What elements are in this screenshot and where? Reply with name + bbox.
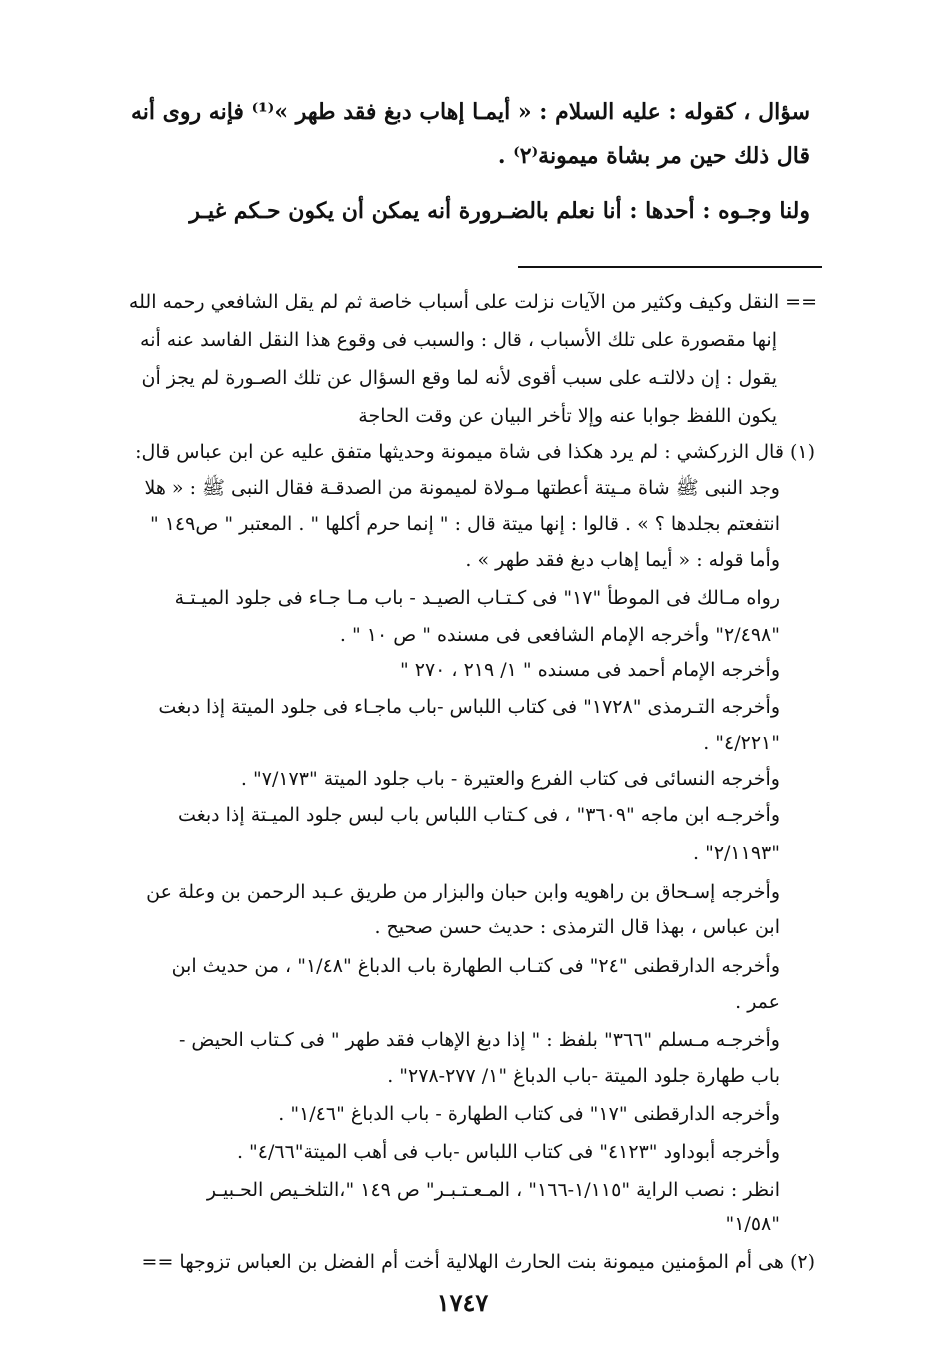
footnote-line: وأخرجـه ابن ماجه "٣٦٠٩" ، فى كـتاب اللباس باب لبس جلود الميـتة إذا دبغت	[178, 804, 780, 826]
footnote-line: "١/٥٨"	[725, 1213, 780, 1235]
footnote-line: يكون اللفظ جوابا عنه وإلا تأخر البيان عن وقت الحاجة	[358, 405, 777, 427]
footnote-line: وأما قوله : « أيما إهاب دبغ فقد طهر » .	[465, 549, 780, 571]
footnote-line: رواه مـالك فى الموطأ "١٧" فى كـتـاب الصيـد - باب مـا جـاء فى جلود الميـتـة	[174, 587, 780, 609]
footnote-line: وأخرجه الدارقطنى "٢٤" فى كتـاب الطهارة باب الدباغ "١/٤٨" ، من حديث ابن	[171, 955, 780, 977]
footnote-line: وأخرجه الإمام أحمد فى مسنده " ١/ ٢١٩ ، ٢٧٠ "	[399, 659, 780, 681]
footnote-line: وجد النبى ﷺ شاة مـيتة أعطتها مـولاة لميمونة من الصدقـة فقال النبى ﷺ : « هلا	[144, 477, 780, 499]
footnote-line: "٢/٤٩٨" وأخرجه الإمام الشافعى فى مسنده " ص ١٠ " .	[339, 624, 780, 646]
footnote-line: وأخرجه النسائى فى كتاب الفرع والعتيرة - باب جلود الميتة "٧/١٧٣" .	[240, 768, 780, 790]
footnote-line: عمر .	[735, 991, 780, 1013]
footnote-line: وأخرجه أبوداود "٤١٢٣" فى كتاب اللباس -باب فى أهب الميتة"٤/٦٦" .	[236, 1141, 780, 1163]
footnote-line: يقول : إن دلالتـه على سبب أقوى لأنه لما وقع السؤال عن تلك الصـورة لم يجز أن	[141, 367, 777, 389]
footnote-line: وأخرجه الدارقطنى "١٧" فى كتاب الطهارة - باب الدباغ "١/٤٦" .	[278, 1103, 780, 1125]
footnote-line: (١) قال الزركشي : لم يرد هكذا فى شاة ميمونة وحديثها متفق عليه عن ابن عباس قال:	[135, 441, 815, 463]
footnote-line: انتفعتم بجلدها ؟ » . قالوا : إنها ميتة قال : " إنما حرم أكلها " . المعتبر " ص١٤٩ "	[149, 513, 780, 535]
footnote-line: وأخرجه التـرمذى "١٧٢٨" فى كتاب اللباس -باب ماجـاء فى جلود الميتة إذا دبغت	[158, 696, 780, 718]
page-number: ١٧٤٧	[436, 1288, 489, 1317]
footnote-line: إنها مقصورة على تلك الأسباب ، قال : والسبب فى وقوع هذا النقل الفاسد عنه أنه	[140, 329, 777, 351]
footnote-line: وأخرجـه مـسلم "٣٦٦" بلفظ : " إذا دبغ الإهاب فقد طهر " فى كـتاب الحيض -	[178, 1029, 780, 1051]
footnote-line: انظر : نصب الراية "١/١١٥-١٦٦" ، المـعـتـبـر" ص ١٤٩ "،التلخـيص الحـبيـر	[206, 1179, 780, 1201]
body-line: سؤال ، كقوله : عليه السلام : « أيمـا إهاب دبغ فقد طهر »⁽¹⁾ فإنه روى أنه	[130, 99, 810, 125]
footnote-line: باب طهارة جلود الميتة -باب الدباغ "١/ ٢٧٧-٢٧٨" .	[387, 1065, 780, 1087]
footnote-line: وأخرجه إسـحاق بن راهويه وابن حبان والبزار من طريق عـبد الرحمن بن وعلة عن	[146, 881, 780, 903]
footnote-line: "٢/١١٩٣" .	[692, 842, 780, 864]
body-line: ولنا وجـوه : أحدها : أنا نعلم بالضـرورة أنه يمكن أن يكون حـكم غيـر	[189, 198, 810, 224]
footnote-line: ابن عباس ، بهذا قال الترمذى : حديث حسن صحيح .	[374, 916, 780, 938]
footnote-line: == النقل وكيف وكثير من الآيات نزلت على أسباب خاصة ثم لم يقل الشافعي رحمه الله	[128, 291, 817, 313]
footnote-line: "٤/٢٢١" .	[703, 732, 780, 754]
footnote-separator	[518, 266, 822, 268]
footnote-line: (٢) هى أم المؤمنين ميمونة بنت الحارث الهلالية أخت أم الفضل بن العباس تزوجها ==	[141, 1251, 815, 1273]
body-line: قال ذلك حين مر بشاة ميمونة⁽٢⁾ .	[497, 143, 810, 169]
